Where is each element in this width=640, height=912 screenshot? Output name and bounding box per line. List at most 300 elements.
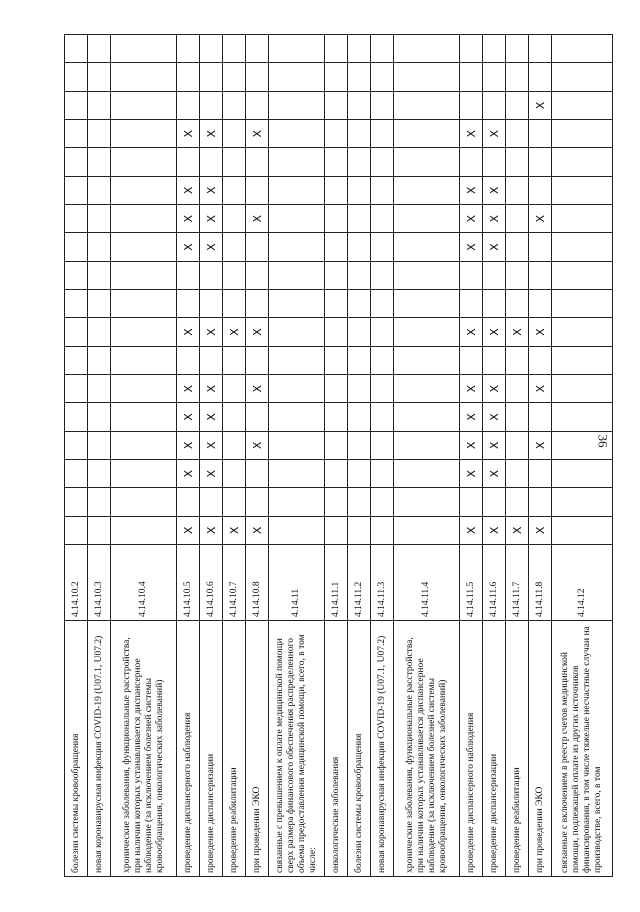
x-mark: X bbox=[460, 403, 483, 431]
empty-cell bbox=[506, 91, 529, 119]
empty-cell bbox=[394, 120, 460, 148]
empty-cell bbox=[223, 205, 246, 233]
x-mark: X bbox=[483, 205, 506, 233]
empty-cell bbox=[506, 176, 529, 204]
table-row bbox=[111, 35, 177, 877]
x-mark: X bbox=[246, 120, 269, 148]
empty-cell bbox=[111, 233, 177, 261]
empty-cell bbox=[529, 290, 552, 318]
empty-cell bbox=[348, 460, 371, 488]
x-mark: X bbox=[460, 205, 483, 233]
empty-cell bbox=[460, 35, 483, 63]
table-row bbox=[394, 35, 460, 877]
row-code-cell: 4.14.10.8 bbox=[246, 545, 269, 621]
empty-cell bbox=[177, 346, 200, 374]
empty-cell bbox=[460, 346, 483, 374]
empty-cell bbox=[529, 148, 552, 176]
x-mark: X bbox=[223, 516, 246, 544]
page-number: 36 bbox=[595, 434, 611, 448]
empty-cell bbox=[269, 516, 325, 544]
row-name-cell: проведение диспансеризации bbox=[483, 621, 506, 877]
table-row bbox=[460, 35, 483, 877]
empty-cell bbox=[371, 91, 394, 119]
empty-cell bbox=[394, 233, 460, 261]
empty-cell bbox=[506, 346, 529, 374]
empty-cell bbox=[552, 460, 613, 488]
row-code-cell: 4.14.10.7 bbox=[223, 545, 246, 621]
empty-cell bbox=[200, 290, 223, 318]
empty-cell bbox=[223, 176, 246, 204]
row-name-cell: болезни системы кровообращения bbox=[65, 621, 88, 877]
table-row bbox=[529, 35, 552, 877]
empty-cell bbox=[325, 176, 348, 204]
empty-cell bbox=[371, 120, 394, 148]
empty-cell bbox=[529, 460, 552, 488]
empty-cell bbox=[348, 176, 371, 204]
row-name-cell: новая коронавирусная инфекция COVID-19 (U07.1, U07.2) bbox=[88, 621, 111, 877]
empty-cell bbox=[65, 460, 88, 488]
empty-cell bbox=[506, 35, 529, 63]
empty-cell bbox=[111, 35, 177, 63]
empty-cell bbox=[483, 91, 506, 119]
empty-cell bbox=[111, 205, 177, 233]
empty-cell bbox=[88, 403, 111, 431]
x-mark: X bbox=[200, 318, 223, 346]
empty-cell bbox=[88, 431, 111, 459]
empty-cell bbox=[223, 290, 246, 318]
empty-cell bbox=[325, 233, 348, 261]
empty-cell bbox=[223, 120, 246, 148]
row-code-cell: 4.14.11.3 bbox=[371, 545, 394, 621]
empty-cell bbox=[269, 375, 325, 403]
empty-cell bbox=[269, 35, 325, 63]
x-mark: X bbox=[460, 431, 483, 459]
x-mark: X bbox=[483, 516, 506, 544]
empty-cell bbox=[111, 516, 177, 544]
empty-cell bbox=[223, 91, 246, 119]
empty-cell bbox=[371, 148, 394, 176]
empty-cell bbox=[269, 233, 325, 261]
empty-cell bbox=[552, 516, 613, 544]
empty-cell bbox=[111, 460, 177, 488]
empty-cell bbox=[460, 91, 483, 119]
empty-cell bbox=[348, 63, 371, 91]
empty-cell bbox=[65, 205, 88, 233]
empty-cell bbox=[65, 233, 88, 261]
x-mark: X bbox=[460, 516, 483, 544]
empty-cell bbox=[348, 290, 371, 318]
x-mark: X bbox=[177, 318, 200, 346]
row-code-cell: 4.14.10.4 bbox=[111, 545, 177, 621]
empty-cell bbox=[223, 460, 246, 488]
empty-cell bbox=[371, 460, 394, 488]
empty-cell bbox=[325, 488, 348, 516]
empty-cell bbox=[529, 346, 552, 374]
x-mark: X bbox=[200, 205, 223, 233]
empty-cell bbox=[65, 120, 88, 148]
empty-cell bbox=[483, 148, 506, 176]
empty-cell bbox=[269, 403, 325, 431]
empty-cell bbox=[394, 346, 460, 374]
x-mark: X bbox=[483, 460, 506, 488]
empty-cell bbox=[529, 63, 552, 91]
empty-cell bbox=[177, 63, 200, 91]
table-row bbox=[200, 35, 223, 877]
empty-cell bbox=[394, 205, 460, 233]
empty-cell bbox=[223, 346, 246, 374]
row-name-cell: болезни системы кровообращения bbox=[348, 621, 371, 877]
x-mark: X bbox=[177, 233, 200, 261]
empty-cell bbox=[65, 375, 88, 403]
empty-cell bbox=[325, 346, 348, 374]
row-code-cell: 4.14.11.6 bbox=[483, 545, 506, 621]
x-mark: X bbox=[177, 516, 200, 544]
empty-cell bbox=[177, 488, 200, 516]
empty-cell bbox=[394, 261, 460, 289]
x-mark: X bbox=[177, 205, 200, 233]
empty-cell bbox=[394, 63, 460, 91]
empty-cell bbox=[65, 63, 88, 91]
empty-cell bbox=[88, 261, 111, 289]
empty-cell bbox=[460, 261, 483, 289]
table-row bbox=[506, 35, 529, 877]
x-mark: X bbox=[529, 375, 552, 403]
row-name-cell: связанные с превышением к оплате медицинской помощи сверх размера финансового обеспечения распределенного объема предоставления медицинской помощи, всего, в том числе: bbox=[269, 621, 325, 877]
empty-cell bbox=[177, 290, 200, 318]
empty-cell bbox=[371, 488, 394, 516]
empty-cell bbox=[88, 318, 111, 346]
x-mark: X bbox=[506, 516, 529, 544]
empty-cell bbox=[269, 346, 325, 374]
empty-cell bbox=[111, 488, 177, 516]
table-row bbox=[325, 35, 348, 877]
empty-cell bbox=[325, 460, 348, 488]
empty-cell bbox=[111, 148, 177, 176]
empty-cell bbox=[394, 290, 460, 318]
x-mark: X bbox=[246, 318, 269, 346]
empty-cell bbox=[88, 516, 111, 544]
row-code-cell: 4.14.10.6 bbox=[200, 545, 223, 621]
empty-cell bbox=[111, 431, 177, 459]
empty-cell bbox=[269, 91, 325, 119]
empty-cell bbox=[246, 91, 269, 119]
empty-cell bbox=[65, 261, 88, 289]
x-mark: X bbox=[200, 460, 223, 488]
empty-cell bbox=[177, 148, 200, 176]
empty-cell bbox=[325, 205, 348, 233]
empty-cell bbox=[552, 91, 613, 119]
table-row bbox=[348, 35, 371, 877]
empty-cell bbox=[348, 488, 371, 516]
empty-cell bbox=[529, 35, 552, 63]
empty-cell bbox=[111, 346, 177, 374]
empty-cell bbox=[200, 63, 223, 91]
empty-cell bbox=[269, 431, 325, 459]
empty-cell bbox=[394, 375, 460, 403]
empty-cell bbox=[483, 63, 506, 91]
empty-cell bbox=[348, 148, 371, 176]
empty-cell bbox=[223, 261, 246, 289]
x-mark: X bbox=[483, 318, 506, 346]
row-name-cell: при проведении ЭКО bbox=[246, 621, 269, 877]
empty-cell bbox=[88, 346, 111, 374]
row-name-cell: связанные с включением в реестр счетов медицинской помощи, подлежащей оплате из других источников финансирования, в том числе тяжелые несчастные случаи на производстве, всего, в том bbox=[552, 621, 613, 877]
empty-cell bbox=[246, 488, 269, 516]
empty-cell bbox=[65, 488, 88, 516]
empty-cell bbox=[269, 120, 325, 148]
x-mark: X bbox=[177, 375, 200, 403]
empty-cell bbox=[506, 148, 529, 176]
empty-cell bbox=[483, 346, 506, 374]
empty-cell bbox=[552, 261, 613, 289]
empty-cell bbox=[246, 261, 269, 289]
row-name-cell: онкологические заболевания bbox=[325, 621, 348, 877]
x-mark: X bbox=[200, 375, 223, 403]
empty-cell bbox=[246, 460, 269, 488]
empty-cell bbox=[371, 318, 394, 346]
empty-cell bbox=[88, 290, 111, 318]
row-name-cell: проведение диспансеризации bbox=[200, 621, 223, 877]
empty-cell bbox=[529, 403, 552, 431]
empty-cell bbox=[325, 120, 348, 148]
empty-cell bbox=[269, 460, 325, 488]
empty-cell bbox=[483, 35, 506, 63]
empty-cell bbox=[483, 488, 506, 516]
empty-cell bbox=[223, 431, 246, 459]
empty-cell bbox=[246, 35, 269, 63]
empty-cell bbox=[394, 318, 460, 346]
empty-cell bbox=[394, 516, 460, 544]
table-row bbox=[371, 35, 394, 877]
table-row bbox=[65, 35, 88, 877]
empty-cell bbox=[506, 63, 529, 91]
empty-cell bbox=[246, 290, 269, 318]
empty-cell bbox=[552, 318, 613, 346]
empty-cell bbox=[246, 403, 269, 431]
table-row bbox=[246, 35, 269, 877]
empty-cell bbox=[371, 35, 394, 63]
empty-cell bbox=[506, 261, 529, 289]
empty-cell bbox=[111, 91, 177, 119]
empty-cell bbox=[177, 91, 200, 119]
x-mark: X bbox=[483, 176, 506, 204]
empty-cell bbox=[269, 63, 325, 91]
empty-cell bbox=[394, 460, 460, 488]
empty-cell bbox=[88, 233, 111, 261]
empty-cell bbox=[506, 488, 529, 516]
table-row bbox=[177, 35, 200, 877]
x-mark: X bbox=[460, 375, 483, 403]
empty-cell bbox=[506, 205, 529, 233]
empty-cell bbox=[348, 318, 371, 346]
empty-cell bbox=[506, 375, 529, 403]
empty-cell bbox=[88, 488, 111, 516]
empty-cell bbox=[348, 431, 371, 459]
empty-cell bbox=[65, 290, 88, 318]
empty-cell bbox=[371, 63, 394, 91]
empty-cell bbox=[246, 176, 269, 204]
row-name-cell: проведение диспансерного наблюдения bbox=[460, 621, 483, 877]
x-mark: X bbox=[177, 176, 200, 204]
empty-cell bbox=[506, 431, 529, 459]
row-code-cell: 4.14.11.2 bbox=[348, 545, 371, 621]
empty-cell bbox=[65, 431, 88, 459]
x-mark: X bbox=[529, 205, 552, 233]
empty-cell bbox=[348, 120, 371, 148]
empty-cell bbox=[88, 460, 111, 488]
row-name-cell: проведение реабилитации bbox=[506, 621, 529, 877]
empty-cell bbox=[394, 148, 460, 176]
empty-cell bbox=[65, 346, 88, 374]
empty-cell bbox=[200, 35, 223, 63]
empty-cell bbox=[223, 488, 246, 516]
row-code-cell: 4.14.10.3 bbox=[88, 545, 111, 621]
empty-cell bbox=[483, 290, 506, 318]
empty-cell bbox=[394, 431, 460, 459]
row-name-cell: хронические заболевания, функциональные расстройства, при наличии которых устанавливается диспансерное наблюдение (за исключением болезней системы кровообращения, онкологических заболеваний) bbox=[394, 621, 460, 877]
x-mark: X bbox=[177, 403, 200, 431]
empty-cell bbox=[325, 261, 348, 289]
empty-cell bbox=[269, 176, 325, 204]
empty-cell bbox=[269, 205, 325, 233]
row-code-cell: 4.14.10.5 bbox=[177, 545, 200, 621]
x-mark: X bbox=[529, 318, 552, 346]
empty-cell bbox=[65, 516, 88, 544]
empty-cell bbox=[200, 91, 223, 119]
empty-cell bbox=[552, 35, 613, 63]
empty-cell bbox=[111, 63, 177, 91]
x-mark: X bbox=[460, 233, 483, 261]
empty-cell bbox=[65, 148, 88, 176]
empty-cell bbox=[200, 488, 223, 516]
x-mark: X bbox=[200, 176, 223, 204]
row-name-cell: проведение диспансерного наблюдения bbox=[177, 621, 200, 877]
empty-cell bbox=[177, 261, 200, 289]
empty-cell bbox=[269, 148, 325, 176]
empty-cell bbox=[325, 35, 348, 63]
x-mark: X bbox=[177, 120, 200, 148]
empty-cell bbox=[177, 35, 200, 63]
empty-cell bbox=[529, 488, 552, 516]
empty-cell bbox=[111, 261, 177, 289]
empty-cell bbox=[552, 205, 613, 233]
empty-cell bbox=[65, 403, 88, 431]
empty-cell bbox=[371, 403, 394, 431]
empty-cell bbox=[246, 346, 269, 374]
x-mark: X bbox=[246, 375, 269, 403]
x-mark: X bbox=[200, 233, 223, 261]
empty-cell bbox=[506, 120, 529, 148]
row-code-cell: 4.14.11.4 bbox=[394, 545, 460, 621]
row-code-cell: 4.14.11.7 bbox=[506, 545, 529, 621]
empty-cell bbox=[111, 290, 177, 318]
empty-cell bbox=[371, 205, 394, 233]
empty-cell bbox=[506, 233, 529, 261]
empty-cell bbox=[460, 63, 483, 91]
row-code-cell: 4.14.10.2 bbox=[65, 545, 88, 621]
row-code-cell: 4.14.11.5 bbox=[460, 545, 483, 621]
empty-cell bbox=[223, 375, 246, 403]
empty-cell bbox=[325, 318, 348, 346]
empty-cell bbox=[348, 261, 371, 289]
empty-cell bbox=[552, 176, 613, 204]
empty-cell bbox=[325, 290, 348, 318]
empty-cell bbox=[394, 403, 460, 431]
empty-cell bbox=[223, 63, 246, 91]
table-row bbox=[269, 35, 325, 877]
x-mark: X bbox=[506, 318, 529, 346]
table-row bbox=[88, 35, 111, 877]
empty-cell bbox=[371, 290, 394, 318]
empty-cell bbox=[552, 148, 613, 176]
empty-cell bbox=[552, 346, 613, 374]
x-mark: X bbox=[483, 120, 506, 148]
empty-cell bbox=[506, 403, 529, 431]
empty-cell bbox=[269, 488, 325, 516]
empty-cell bbox=[371, 233, 394, 261]
empty-cell bbox=[65, 91, 88, 119]
empty-cell bbox=[65, 35, 88, 63]
empty-cell bbox=[111, 318, 177, 346]
empty-cell bbox=[371, 375, 394, 403]
empty-cell bbox=[348, 91, 371, 119]
row-code-cell: 4.14.11 bbox=[269, 545, 325, 621]
empty-cell bbox=[552, 233, 613, 261]
empty-cell bbox=[88, 176, 111, 204]
empty-cell bbox=[371, 431, 394, 459]
expertise-table bbox=[64, 34, 613, 877]
x-mark: X bbox=[483, 431, 506, 459]
table-row bbox=[483, 35, 506, 877]
row-code-cell: 4.14.11.8 bbox=[529, 545, 552, 621]
empty-cell bbox=[348, 233, 371, 261]
x-mark: X bbox=[483, 375, 506, 403]
empty-cell bbox=[348, 516, 371, 544]
empty-cell bbox=[200, 346, 223, 374]
empty-cell bbox=[348, 205, 371, 233]
empty-cell bbox=[111, 375, 177, 403]
empty-cell bbox=[223, 403, 246, 431]
empty-cell bbox=[460, 290, 483, 318]
table-row bbox=[552, 35, 613, 877]
x-mark: X bbox=[460, 318, 483, 346]
empty-cell bbox=[371, 176, 394, 204]
empty-cell bbox=[65, 176, 88, 204]
empty-cell bbox=[111, 403, 177, 431]
empty-cell bbox=[200, 148, 223, 176]
empty-cell bbox=[88, 375, 111, 403]
empty-cell bbox=[552, 290, 613, 318]
empty-cell bbox=[223, 35, 246, 63]
row-name-cell: хронические заболевания, функциональные расстройства, при наличии которых устанавливается диспансерное наблюдение (за исключением болезней системы кровообращения, онкологических заболеваний) bbox=[111, 621, 177, 877]
empty-cell bbox=[371, 516, 394, 544]
empty-cell bbox=[325, 431, 348, 459]
empty-cell bbox=[460, 488, 483, 516]
empty-cell bbox=[506, 290, 529, 318]
x-mark: X bbox=[483, 233, 506, 261]
empty-cell bbox=[460, 148, 483, 176]
empty-cell bbox=[269, 318, 325, 346]
empty-cell bbox=[325, 516, 348, 544]
empty-cell bbox=[552, 63, 613, 91]
row-code-cell: 4.14.11.1 bbox=[325, 545, 348, 621]
empty-cell bbox=[552, 431, 613, 459]
empty-cell bbox=[529, 261, 552, 289]
x-mark: X bbox=[529, 516, 552, 544]
empty-cell bbox=[88, 63, 111, 91]
x-mark: X bbox=[200, 403, 223, 431]
x-mark: X bbox=[529, 431, 552, 459]
